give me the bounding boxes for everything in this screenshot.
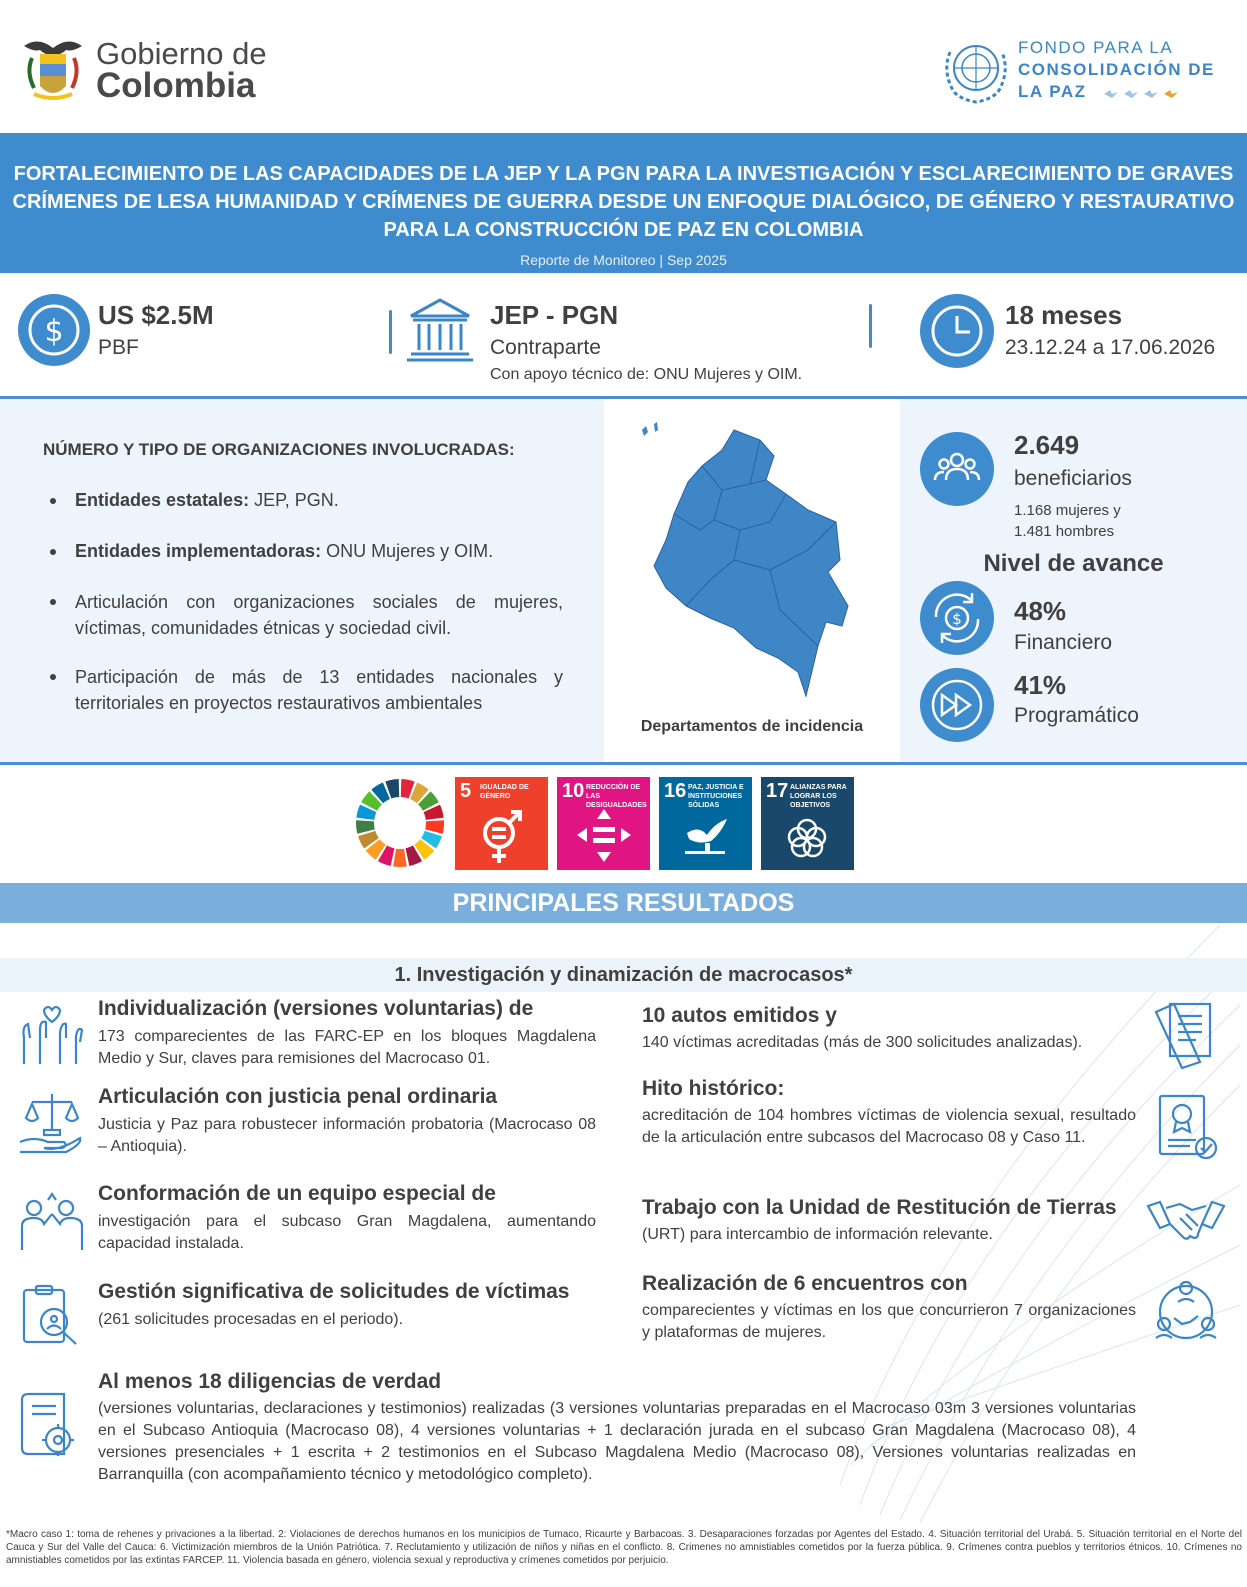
stats-separator	[869, 304, 872, 348]
coat-of-arms-icon	[22, 36, 84, 104]
report-gear-icon	[18, 1390, 84, 1462]
clock-icon	[920, 294, 994, 368]
sdg-number: 16	[664, 780, 687, 802]
result-description: investigación para el subcaso Gran Magdalena, aumentando capacidad instalada.	[98, 1213, 596, 1252]
footnote: *Macro caso 1: toma de rehenes y privaciones a la libertad. 2: Violaciones de derechos humanos en los municipios de Tumaco, Ricaurte y Barbacoas. 3. Desaparaciones forzadas por Agentes del Estado. 4. Situación territorial del Urabá. 5. Situación territorial en el Norte del Cauca y Sur del Valle del Cauca: 6. Victimización miembros de la Unión Patriótica. 7. Reclutamiento y utilización de niños y niñas en el conflicto. 8. Crimenes no amnistiables cometidos por la fuerza pública. 9. Crímenes contra pueblos y territorios étnicos. 10. Crímenes no amnistiables cometidos por las extintas FARCEP. 11. Violencia basada en género, violencia sexual y reproductiva y crímenes cometidos por perjuicio.	[6, 1529, 1242, 1566]
financial-cycle-icon	[920, 581, 994, 655]
results-heading: PRINCIPALES RESULTADOS	[0, 883, 1247, 923]
bullet-icon	[50, 599, 56, 605]
equality-icon	[557, 777, 650, 870]
result-description: comparecientes y víctimas en los que concurrieron 7 organizaciones y plataformas de mujeres.	[642, 1302, 1136, 1341]
counterpart-label: Contraparte	[490, 336, 601, 359]
bullet-icon	[50, 549, 56, 555]
sdg-wheel-segment	[425, 820, 444, 834]
progress-heading: Nivel de avance	[983, 550, 1164, 577]
programmatic-value: 41%	[1014, 670, 1067, 700]
programmatic-label: Programático	[1014, 704, 1139, 727]
map-caption: Departamentos de incidencia	[640, 718, 864, 735]
clipboard-search-icon	[18, 1282, 86, 1350]
counterpart-note: Con apoyo técnico de: ONU Mujeres y OIM.	[490, 366, 803, 383]
dollar-icon	[18, 294, 90, 366]
sdg-label: PAZ, JUSTICIA E INSTITUCIONES SÓLIDAS	[688, 784, 744, 809]
result-title: Individualización (versiones voluntarias) de	[98, 997, 534, 1020]
certificate-icon	[1154, 1092, 1220, 1162]
organization-item: Participación de más de 13 entidades nacionales y territoriales en proyectos restaurativos ambientales	[75, 667, 563, 713]
svg-text:$: $	[952, 610, 962, 628]
gender-icon	[455, 777, 548, 870]
sdg-label: REDUCCIÓN DE LAS DESIGUALDADES	[586, 784, 647, 809]
result-description: (URT) para intercambio de información relevante.	[642, 1226, 993, 1243]
title-band	[0, 133, 1247, 273]
divider	[0, 762, 1247, 765]
result-title: Conformación de un equipo especial de	[98, 1182, 496, 1205]
organization-item: Articulación con organizaciones sociales de mujeres, víctimas, comunidades étnicas y sociedad civil.	[75, 592, 563, 638]
sdg-wheel-segment	[356, 820, 375, 834]
raised-hands-icon	[18, 1002, 86, 1068]
gobierno-colombia-logo	[22, 36, 282, 106]
network-icon	[1152, 1278, 1220, 1346]
result-description: acreditación de 104 hombres víctimas de violencia sexual, resultado de la articulación entre subcasos del Macrocaso 08 y Caso 11.	[642, 1107, 1136, 1146]
financial-value: 48%	[1014, 596, 1067, 626]
sdg-number: 5	[460, 780, 472, 802]
sdg-10-card	[557, 777, 650, 870]
people-group-icon	[920, 432, 994, 506]
sdg-wheel-icon	[354, 777, 446, 869]
handshake-icon	[1146, 1196, 1226, 1246]
sdg-17-card	[761, 777, 854, 870]
result-title: Al menos 18 diligencias de verdad	[98, 1370, 442, 1393]
section-title: 1. Investigación y dinamización de macrocasos*	[0, 958, 1247, 992]
financial-label: Financiero	[1014, 631, 1113, 654]
gobierno-text: Gobierno de	[96, 36, 267, 71]
stats-separator	[389, 310, 392, 354]
team-icon	[18, 1190, 86, 1256]
result-title: 10 autos emitidos y	[642, 1004, 837, 1027]
organizations-heading: NÚMERO Y TIPO DE ORGANIZACIONES INVOLUCRADAS:	[43, 440, 515, 459]
svg-text:$: $	[44, 314, 64, 349]
consolidacion-text: CONSOLIDACIÓN DE	[1018, 60, 1215, 79]
scales-icon	[18, 1090, 86, 1156]
institution-building-icon	[405, 296, 475, 366]
duration-value: 18 meses	[1005, 300, 1123, 330]
colombia-text: Colombia	[96, 66, 256, 105]
un-emblem-icon	[940, 32, 1012, 104]
la-paz-text: LA PAZ	[1018, 82, 1087, 101]
bullet-icon	[50, 498, 56, 504]
organization-item: Entidades estatales: JEP, PGN.	[75, 490, 339, 510]
result-description: 140 víctimas acreditadas (más de 300 solicitudes analizadas).	[642, 1034, 1083, 1051]
fondo-text: FONDO PARA LA	[1018, 38, 1174, 57]
budget-label: PBF	[98, 336, 139, 359]
fast-forward-icon	[920, 668, 994, 742]
sdg-number: 17	[766, 780, 789, 802]
beneficiaries-men: 1.481 hombres	[1014, 523, 1115, 540]
organization-item: Entidades implementadoras: ONU Mujeres y OIM.	[75, 541, 494, 561]
result-title: Hito histórico:	[642, 1077, 785, 1100]
sdg-16-card	[659, 777, 752, 870]
result-description: Justicia y Paz para robustecer información probatoria (Macrocaso 08 – Antioquia).	[98, 1116, 596, 1155]
result-description: 173 comparecientes de las FARC-EP en los bloques Magdalena Medio y Sur, claves para remisiones del Macrocaso 01.	[98, 1028, 596, 1067]
fondo-consolidacion-paz-logo	[940, 32, 1220, 108]
result-title: Trabajo con la Unidad de Restitución de Tierras	[642, 1196, 1117, 1219]
result-title: Articulación con justicia penal ordinaria	[98, 1085, 498, 1108]
beneficiaries-label: beneficiarios	[1014, 467, 1132, 490]
result-title: Realización de 6 encuentros con	[642, 1272, 968, 1295]
bullet-icon	[50, 674, 56, 680]
beneficiaries-value: 2.649	[1014, 430, 1080, 460]
duration-dates: 23.12.24 a 17.06.2026	[1005, 336, 1216, 359]
sdg-label: ALIANZAS PARA LOGRAR LOS OBJETIVOS	[790, 784, 847, 809]
result-description: (versiones voluntarias, declaraciones y testimonios) realizadas (3 versiones voluntarias preparadas en el Macrocaso 03m 3 versiones voluntarias en el Subcaso Antioquia (Macrocaso 08), 4 versiones voluntarias + 1 declaración jurada en el subcaso Gran Magdalena (Macrocaso 08), 4 versiones presenciales + 1 escrita + 2 testimonios en el Subcaso Magdalena Medio (Macrocaso 08), Versiones voluntarias realizadas en Barranquilla (con acompañamiento técnico y metodológico completo).	[98, 1400, 1136, 1483]
sdg-5-card	[455, 777, 548, 870]
budget-value: US $2.5M	[98, 300, 214, 330]
sdg-wheel-segment	[393, 849, 407, 867]
partnership-icon	[761, 777, 854, 870]
sdg-number: 10	[562, 780, 585, 802]
counterpart-value: JEP - PGN	[490, 300, 619, 330]
documents-icon	[1152, 1000, 1222, 1070]
result-title: Gestión significativa de solicitudes de víctimas	[98, 1280, 570, 1303]
page-title: FORTALECIMIENTO DE LAS CAPACIDADES DE LA JEP Y LA PGN PARA LA INVESTIGACIÓN Y ESCLARECIMIENTO DE GRAVES CRÍMENES DE LESA HUMANIDAD Y CRÍMENES DE GUERRA DESDE UN ENFOQUE DIALÓGICO, DE GÉNERO Y RESTAURATIVO PARA LA CONSTRUCCIÓN DE PAZ EN COLOMBIA	[12, 163, 1235, 241]
doves-icon	[1100, 86, 1180, 100]
result-description: (261 solicitudes procesadas en el periodo).	[98, 1311, 404, 1328]
dove-icon	[659, 777, 752, 870]
sdg-label: IGUALDAD DE GÉNERO	[480, 784, 529, 800]
page-subtitle: Reporte de Monitoreo | Sep 2025	[520, 252, 727, 268]
beneficiaries-women: 1.168 mujeres y	[1014, 502, 1121, 519]
colombia-map	[610, 410, 890, 710]
